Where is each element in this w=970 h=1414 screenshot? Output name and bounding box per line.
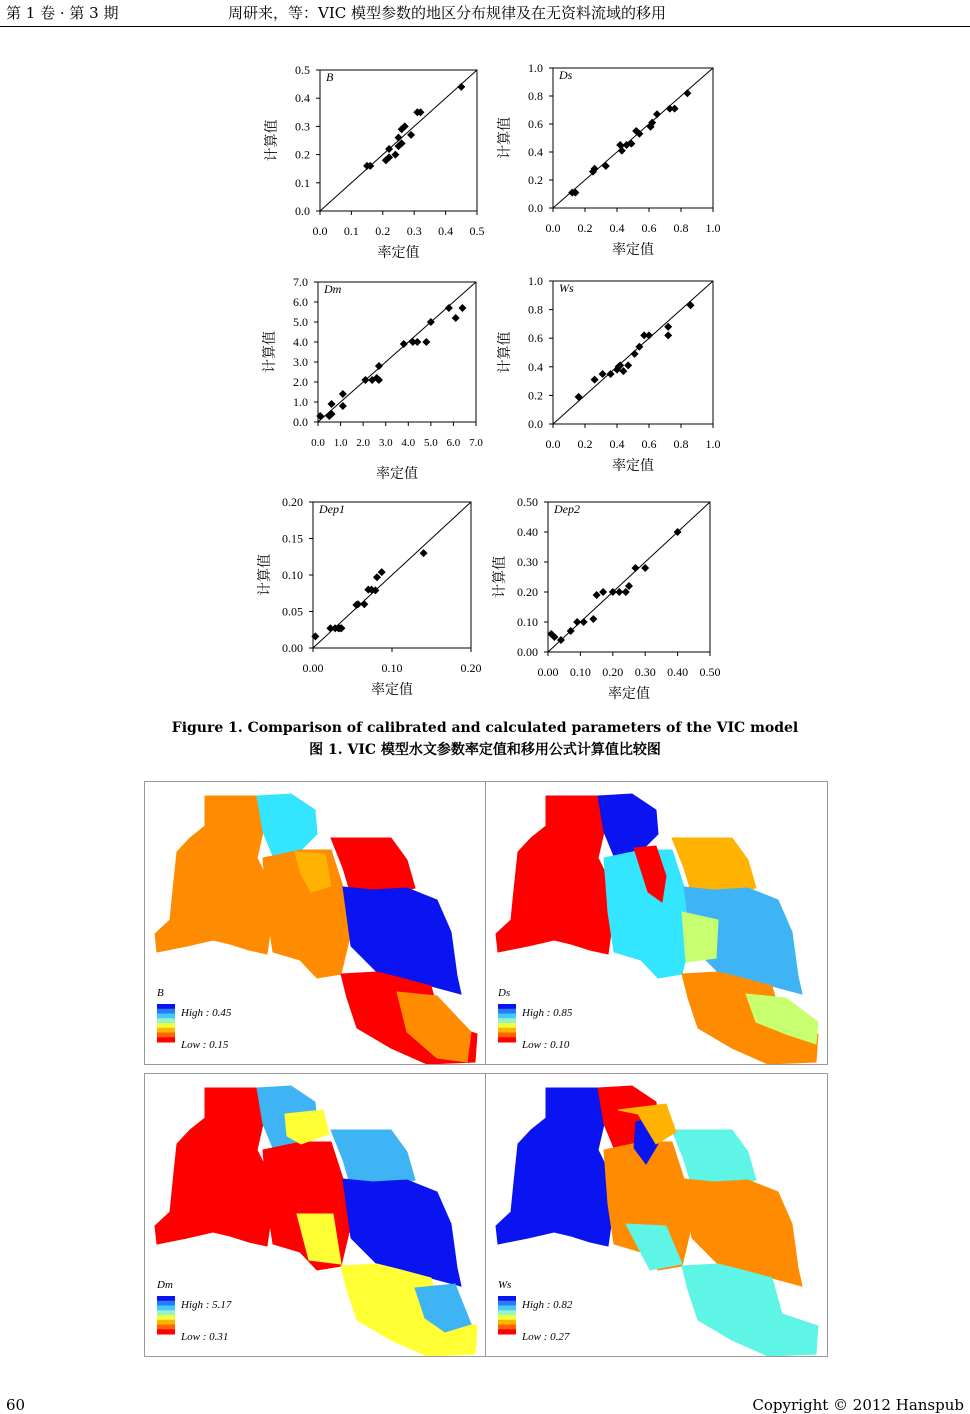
legend-ramp-swatch — [498, 1014, 516, 1019]
data-point — [413, 338, 421, 346]
x-tick-label: 0.6 — [641, 437, 657, 451]
data-point — [378, 568, 386, 576]
region-west — [496, 796, 614, 954]
x-tick-label: 0.2 — [577, 221, 593, 235]
x-tick-label: 7.0 — [469, 437, 483, 449]
map-panel-dm — [144, 1073, 486, 1357]
data-point — [618, 147, 626, 155]
y-tick-label: 0.4 — [528, 359, 543, 374]
map-panel-ds — [485, 781, 828, 1065]
x-tick-label: 0.10 — [381, 661, 403, 675]
scatter-chart-dm — [261, 275, 483, 482]
legend-ramp-swatch — [498, 1033, 516, 1038]
data-point — [420, 549, 428, 557]
scatter-chart-b — [263, 63, 485, 261]
y-tick-label: 0.0 — [528, 201, 543, 215]
legend-param-label: Dm — [157, 1279, 173, 1291]
legend-ramp-swatch — [157, 1310, 175, 1315]
journal-issue: 第 1 卷 · 第 3 期 — [6, 4, 119, 22]
y-tick-label: 0.0 — [528, 417, 543, 431]
data-point — [373, 573, 381, 581]
legend-high-label: High : 5.17 — [181, 1299, 232, 1311]
y-tick-label: 0.6 — [528, 117, 543, 131]
region-neE — [331, 838, 415, 894]
legend-ramp-swatch — [157, 1329, 175, 1334]
x-tick-label: 6.0 — [446, 437, 461, 449]
data-point — [687, 301, 695, 309]
legend-ramp-swatch — [498, 1325, 516, 1330]
x-tick-label: 0.50 — [699, 665, 721, 679]
legend-ramp-swatch — [498, 1004, 516, 1009]
y-tick-label: 0.0 — [293, 415, 308, 429]
legend-ramp-swatch — [157, 1004, 175, 1009]
legend-low-label: Low : 0.15 — [181, 1039, 229, 1051]
scatter-chart-dep2 — [491, 495, 721, 702]
y-tick-label: 0.6 — [528, 331, 543, 346]
x-tick-label: 0.0 — [545, 437, 561, 451]
y-tick-label: 0.30 — [517, 555, 538, 569]
legend-ramp-swatch — [157, 1301, 175, 1306]
legend-ramp-swatch — [157, 1320, 175, 1325]
legend-ramp-swatch — [157, 1315, 175, 1320]
x-tick-label: 0.20 — [602, 665, 624, 679]
legend-ramp-swatch — [498, 1315, 516, 1320]
y-tick-label: 0.5 — [295, 63, 310, 77]
region-neE — [672, 838, 756, 894]
y-axis-label: 计算值 — [263, 331, 278, 373]
y-tick-label: 0.40 — [517, 525, 538, 539]
x-tick-label: 0.0 — [312, 224, 328, 238]
data-point — [400, 340, 408, 348]
data-point — [589, 615, 597, 623]
copyright: Copyright © 2012 Hanspub — [752, 1396, 964, 1414]
x-tick-label: 0.4 — [609, 437, 625, 451]
map-panel-b — [144, 781, 486, 1065]
y-tick-label: 0.05 — [282, 604, 303, 619]
y-tick-label: 0.50 — [517, 495, 538, 509]
legend-ramp-swatch — [498, 1023, 516, 1028]
y-tick-label: 0.2 — [528, 173, 543, 187]
y-axis-label: 计算值 — [498, 331, 513, 374]
legend-ramp-swatch — [157, 1325, 175, 1330]
data-point — [671, 105, 679, 113]
y-tick-label: 0.4 — [295, 91, 310, 106]
y-tick-label: 7.0 — [293, 275, 308, 289]
y-tick-label: 1.0 — [293, 395, 308, 409]
figure-caption-en: Figure 1. Comparison of calibrated and calculated parameters of the VIC model — [171, 720, 799, 736]
data-point — [664, 331, 672, 339]
data-point — [683, 89, 691, 97]
legend-high-label: High : 0.85 — [522, 1007, 573, 1019]
legend-param-label: B — [157, 987, 164, 999]
panel-label: Ds — [559, 68, 573, 82]
data-point — [375, 362, 383, 370]
x-tick-label: 4.0 — [401, 437, 416, 449]
x-tick-label: 0.10 — [569, 665, 591, 679]
x-axis-label: 率定值 — [376, 467, 418, 482]
y-tick-label: 1.0 — [528, 61, 543, 75]
region-north — [285, 1110, 329, 1144]
figure-caption-cn: 图 1. VIC 模型水文参数率定值和移用公式计算值比较图 — [309, 742, 661, 758]
legend-ramp-swatch — [157, 1296, 175, 1301]
legend-ramp-swatch — [498, 1009, 516, 1014]
y-tick-label: 0.10 — [517, 615, 538, 629]
x-tick-label: 0.40 — [667, 665, 689, 679]
y-tick-label: 2.0 — [293, 375, 308, 389]
data-point — [422, 338, 430, 346]
scatter-chart-dep1 — [256, 495, 482, 698]
y-tick-label: 0.00 — [517, 645, 538, 659]
y-axis-label: 计算值 — [258, 554, 273, 596]
legend-low-label: Low : 0.31 — [181, 1331, 229, 1343]
legend-ramp-swatch — [157, 1014, 175, 1019]
data-point — [339, 390, 347, 398]
legend-ramp-swatch — [498, 1306, 516, 1311]
x-axis-label: 率定值 — [371, 683, 413, 698]
legend-param-label: Ds — [498, 987, 511, 999]
y-tick-label: 0.15 — [282, 531, 303, 546]
y-tick-label: 6.0 — [293, 295, 308, 309]
x-tick-label: 0.00 — [302, 661, 324, 675]
region-neE — [331, 1130, 415, 1186]
legend-ramp-swatch — [498, 1329, 516, 1334]
panel-label: Dm — [324, 282, 342, 296]
x-tick-label: 3.0 — [378, 437, 393, 449]
data-point — [457, 83, 465, 91]
x-tick-label: 0.0 — [311, 437, 325, 449]
x-tick-label: 0.00 — [537, 665, 559, 679]
data-point — [631, 350, 639, 358]
legend-ramp-swatch — [157, 1023, 175, 1028]
x-tick-label: 0.3 — [406, 224, 422, 238]
legend-low-label: Low : 0.10 — [522, 1039, 570, 1051]
region-inner — [682, 912, 718, 962]
legend-ramp-swatch — [498, 1296, 516, 1301]
legend-ramp-swatch — [157, 1009, 175, 1014]
legend-high-label: High : 0.82 — [522, 1299, 573, 1311]
region-midN — [257, 794, 317, 856]
y-tick-label: 0.20 — [282, 495, 303, 509]
region-west — [155, 796, 273, 954]
y-tick-label: 0.20 — [517, 585, 538, 599]
x-tick-label: 0.6 — [641, 221, 657, 235]
legend-ramp-swatch — [498, 1018, 516, 1023]
y-axis-label: 计算值 — [265, 119, 280, 162]
x-axis-label: 率定值 — [612, 459, 654, 474]
legend-low-label: Low : 0.27 — [522, 1331, 570, 1343]
x-tick-label: 0.2 — [577, 437, 593, 451]
legend-ramp-swatch — [498, 1320, 516, 1325]
map-panel-ws — [485, 1073, 828, 1357]
x-tick-label: 1.0 — [705, 221, 721, 235]
data-point — [580, 618, 588, 626]
panel-label: B — [326, 70, 334, 84]
x-tick-label: 0.2 — [375, 224, 391, 238]
x-tick-label: 5.0 — [423, 437, 438, 449]
y-tick-label: 0.3 — [295, 119, 310, 134]
legend-high-label: High : 0.45 — [181, 1007, 232, 1019]
y-tick-label: 0.4 — [528, 145, 543, 159]
x-tick-label: 0.20 — [460, 661, 482, 675]
y-tick-label: 4.0 — [293, 335, 308, 349]
legend-ramp-swatch — [157, 1028, 175, 1033]
panel-label: Dep1 — [319, 502, 345, 516]
x-tick-label: 0.0 — [545, 221, 561, 235]
y-tick-label: 0.2 — [295, 147, 310, 162]
data-point — [624, 361, 632, 369]
legend-ramp-swatch — [157, 1037, 175, 1042]
x-axis-label: 率定值 — [612, 243, 654, 258]
y-tick-label: 5.0 — [293, 315, 308, 329]
data-point — [591, 376, 599, 384]
x-axis-label: 率定值 — [608, 687, 650, 702]
data-point — [445, 304, 453, 312]
data-point — [316, 412, 324, 420]
data-point — [452, 314, 460, 322]
running-title: 周研来，等：VIC 模型参数的地区分布规律及在无资料流域的移用 — [228, 4, 667, 22]
panel-label: Dep2 — [554, 502, 580, 516]
data-point — [631, 564, 639, 572]
y-tick-label: 0.0 — [295, 204, 310, 218]
region-west — [496, 1088, 614, 1246]
legend-ramp-swatch — [498, 1037, 516, 1042]
legend-param-label: Ws — [498, 1279, 512, 1291]
data-point — [458, 304, 466, 312]
x-tick-label: 1.0 — [705, 437, 721, 451]
x-tick-label: 2.0 — [356, 437, 371, 449]
page-number: 60 — [6, 1396, 26, 1414]
y-axis-label: 计算值 — [498, 117, 513, 159]
data-point — [360, 600, 368, 608]
data-point — [607, 370, 615, 378]
y-tick-label: 0.1 — [295, 175, 310, 190]
y-tick-label: 0.00 — [282, 641, 303, 655]
x-tick-label: 0.4 — [609, 221, 625, 235]
legend-ramp-swatch — [498, 1028, 516, 1033]
legend-ramp-swatch — [157, 1018, 175, 1023]
data-point — [602, 162, 610, 170]
legend-ramp-swatch — [498, 1310, 516, 1315]
x-tick-label: 0.4 — [438, 224, 454, 238]
x-tick-label: 0.5 — [469, 224, 485, 238]
y-tick-label: 3.0 — [293, 355, 308, 369]
data-point — [653, 110, 661, 118]
y-tick-label: 0.10 — [282, 568, 303, 582]
region-neE — [672, 1130, 756, 1186]
data-point — [645, 331, 653, 339]
y-tick-label: 0.8 — [528, 89, 543, 103]
panel-label: Ws — [559, 281, 574, 295]
data-point — [575, 393, 583, 401]
x-tick-label: 1.0 — [333, 437, 348, 449]
region-west — [155, 1088, 273, 1246]
y-axis-label: 计算值 — [493, 556, 508, 598]
data-point — [328, 400, 336, 408]
scatter-chart-ds — [496, 61, 721, 258]
x-tick-label: 0.1 — [343, 224, 359, 238]
one-to-one-line — [553, 68, 713, 208]
one-to-one-line — [318, 282, 476, 422]
x-tick-label: 0.8 — [673, 221, 689, 235]
x-tick-label: 0.30 — [634, 665, 656, 679]
y-tick-label: 1.0 — [528, 274, 543, 288]
y-tick-label: 0.8 — [528, 302, 543, 317]
legend-ramp-swatch — [157, 1033, 175, 1038]
data-point — [339, 402, 347, 410]
x-tick-label: 0.8 — [673, 437, 689, 451]
x-axis-label: 率定值 — [377, 246, 420, 261]
legend-ramp-swatch — [157, 1306, 175, 1311]
legend-ramp-swatch — [498, 1301, 516, 1306]
scatter-chart-ws — [496, 274, 721, 474]
y-tick-label: 0.2 — [528, 388, 543, 403]
